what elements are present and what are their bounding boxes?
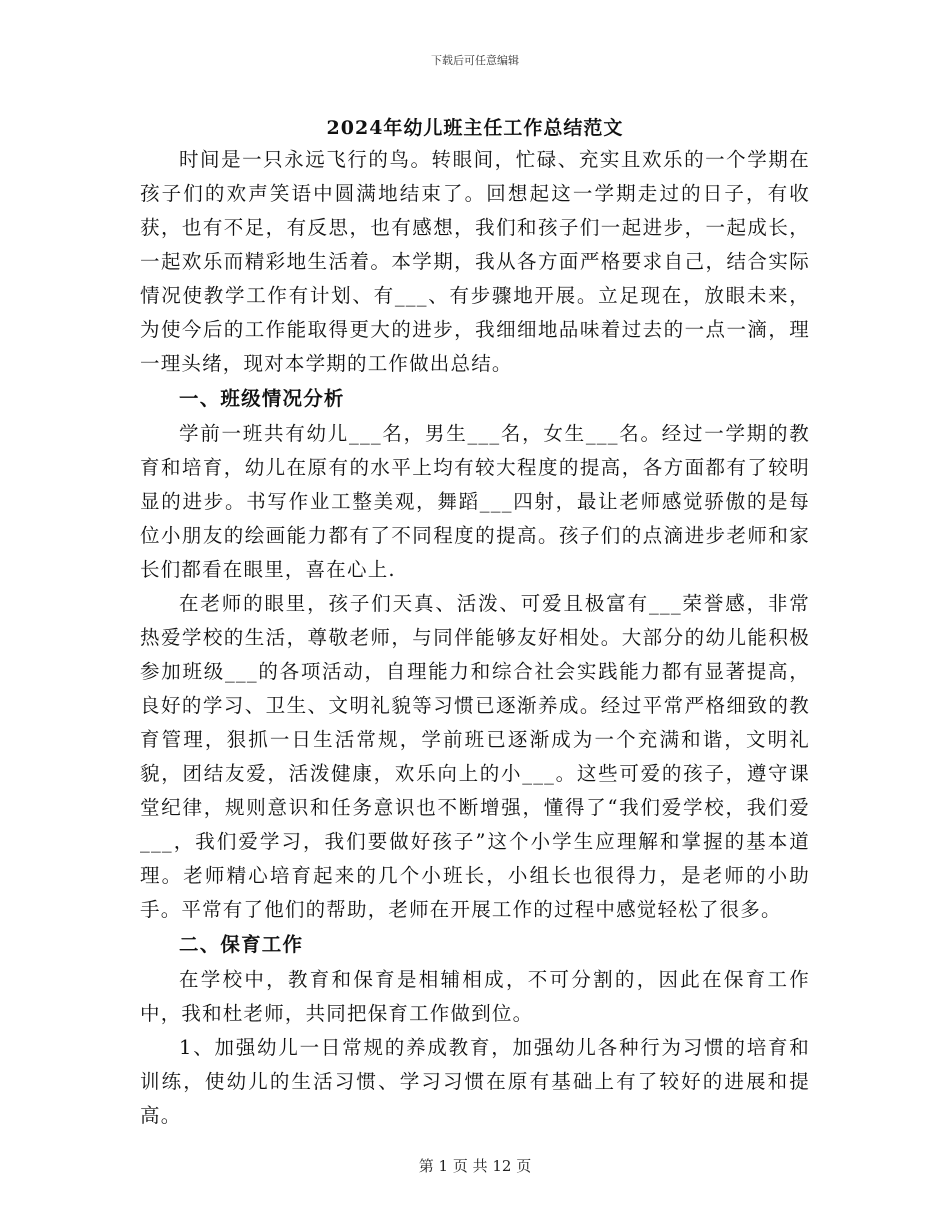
document-body xyxy=(140,143,810,1133)
childcare-paragraph-2: 1、加强幼儿一日常规的养成教育，加强幼儿各种行为习惯的培育和训练，使幼儿的生活习惯、学习习惯在原有基础上有了较好的进展和提高。 xyxy=(140,1036,810,1127)
intro-paragraph: 时间是一只永远飞行的鸟。转眼间，忙碌、充实且欢乐的一个学期在孩子们的欢声笑语中圆满地结束了。回想起这一学期走过的日子，有收获，也有不足，有反思，也有感想，我们和孩子们一起进步，一起成长，一起欢乐而精彩地生活着。本学期，我从各方面严格要求自己，结合实际情况使教学工作有计划、有___、有步骤地开展。立足现在，放眼未来，为使今后的工作能取得更大的进步，我细细地品味着过去的一点一滴，理一理头绪，现对本学期的工作做出总结。 xyxy=(140,148,810,375)
section-heading-class-analysis: 一、班级情况分析 xyxy=(179,387,345,410)
class-analysis-paragraph-2: 在老师的眼里，孩子们天真、活泼、可爱且极富有___荣誉感，非常热爱学校的生活，尊敬老师，与同伴能够友好相处。大部分的幼儿能积极参加班级___的各项活动，自理能力和综合社会实践能力都有显著提高，良好的学习、卫生、文明礼貌等习惯已逐渐养成。经过平常严格细致的教育管理，狠抓一日生活常规，学前班已逐渐成为一个充满和谐，文明礼貌，团结友爱，活泼健康，欢乐向上的小___。这些可爱的孩子，遵守课堂纪律，规则意识和任务意识也不断增强，懂得了“我们爱学校，我们爱___，我们爱学习，我们要做好孩子”这个小学生应理解和掌握的基本道理。老师精心培育起来的几个小班长，小组长也很得力，是老师的小助手。平常有了他们的帮助，老师在开展工作的过程中感觉轻松了很多。 xyxy=(140,592,810,921)
header-note: 下载后可任意编辑 xyxy=(431,54,519,67)
section-heading-childcare: 二、保育工作 xyxy=(179,933,304,956)
page-number: 第 1 页 共 12 页 xyxy=(418,1157,532,1175)
childcare-paragraph-1: 在学校中，教育和保育是相辅相成，不可分割的，因此在保育工作中，我和杜老师，共同把保育工作做到位。 xyxy=(140,968,810,1025)
document-title: 2024年幼儿班主任工作总结范文 xyxy=(326,117,624,139)
class-analysis-paragraph-1: 学前一班共有幼儿___名，男生___名，女生___名。经过一学期的教育和培育，幼儿在原有的水平上均有较大程度的提高，各方面都有了较明显的进步。书写作业工整美观，舞蹈___四射，最让老师感觉骄傲的是每位小朋友的绘画能力都有了不同程度的提高。孩子们的点滴进步老师和家长们都看在眼里，喜在心上. xyxy=(140,422,810,581)
